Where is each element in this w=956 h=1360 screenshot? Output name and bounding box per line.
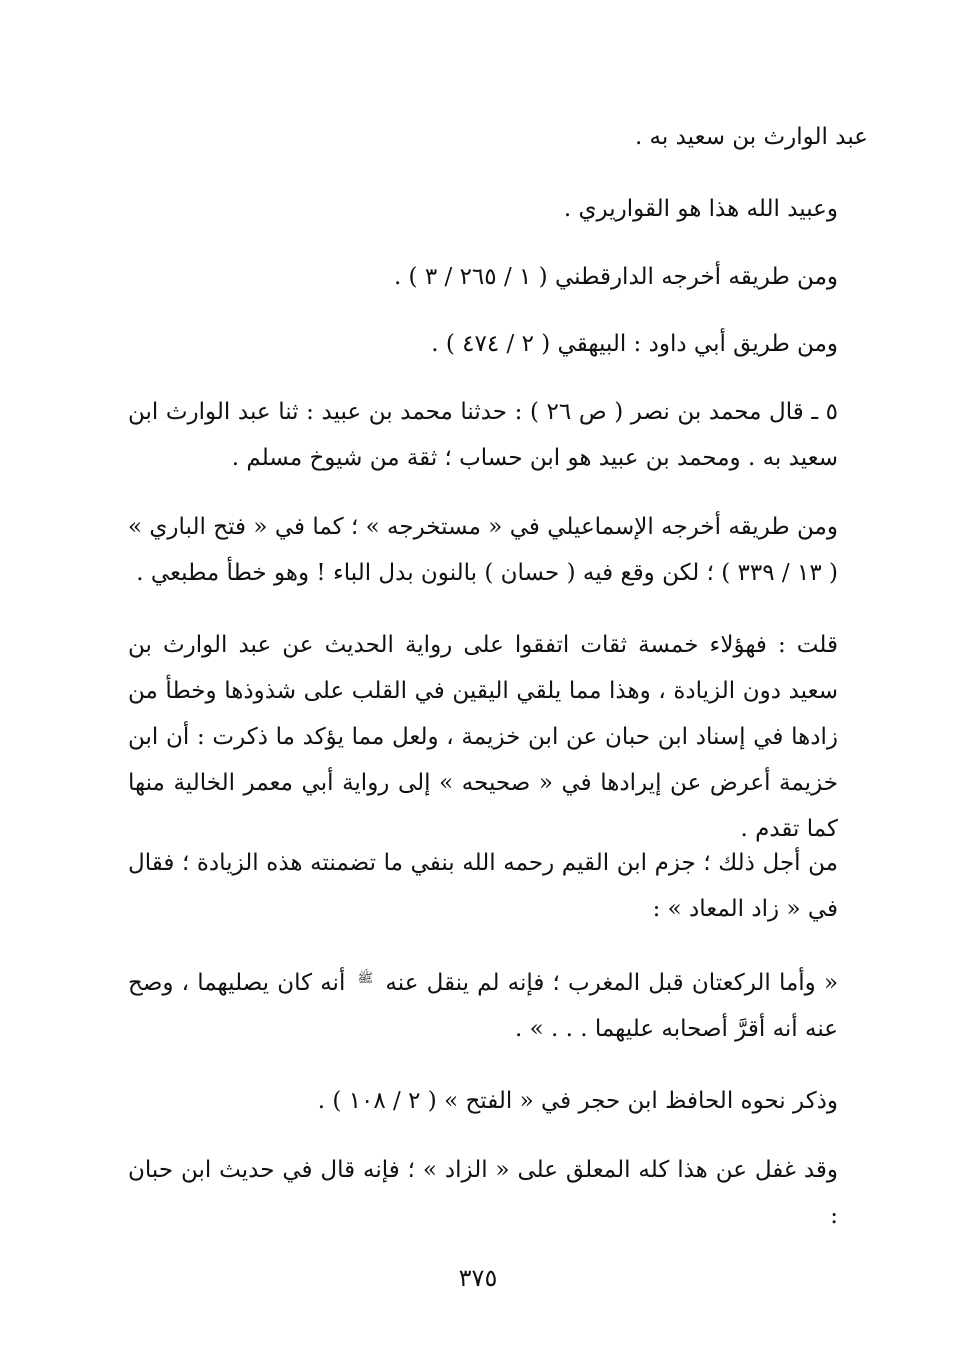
salawat-symbol: ﷺ [357,971,374,986]
paragraph: وقد غفل عن هذا كله المعلق على « الزاد » ؛ فإنه قال في حديث ابن حبان : [128,1157,838,1229]
quote-text-before: « وأما الركعتان قبل المغرب ؛ فإنه لم ينقل عنه [385,970,839,996]
paragraph: عبد الوارث بن سعيد به . [634,124,868,150]
paragraph: ومن طريقه أخرجه الإسماعيلي في « مستخرجه » ؛ كما في « فتح الباري » ( ١٣ / ٣٣٩ ) ؛ لكن وقع فيه ( حسان ) بالنون بدل الباء ! وهو خطأ مطبعي . [128,514,838,586]
paragraph: ومن طريق أبي داود : البيهقي ( ٢ / ٤٧٤ ) . [431,331,838,357]
paragraph: ٥ ـ قال محمد بن نصر ( ص ٢٦ ) : حدثنا محمد بن عبيد : ثنا عبد الوارث ابن سعيد به . ومحمد بن عبيد هو ابن حساب ؛ ثقة من شيوخ مسلم . [128,399,839,471]
quoted-paragraph [128,960,868,1052]
quote-text-after: أنه كان يصليهما ، وصح عنه أنه أقرَّ أصحابه عليهما . . . » . [128,970,838,1042]
paragraph: قلت : فهؤلاء خمسة ثقات اتفقوا على رواية الحديث عن عبد الوارث بن سعيد دون الزيادة ، وهذا مما يلقي اليقين في القلب على شذوذها وخطأ من زادها في إسناد ابن حبان عن ابن خزيمة ، ولعل مما يؤكد ما ذكرت : أن ابن خزيمة أعرض عن إيرادها في « صحيحه » إلى رواية أبي معمر الخالية منها كما تقدم . [128,632,838,842]
page-number: ٣٧٥ [458,1264,498,1292]
paragraph: وعبيد الله هذا هو القواريري . [563,196,838,222]
paragraph: من أجل ذلك ؛ جزم ابن القيم رحمه الله بنفي ما تضمنته هذه الزيادة ؛ فقال في « زاد المعاد » : [128,850,838,922]
paragraph: ومن طريقه أخرجه الدارقطني ( ١ / ٢٦٥ / ٣ ) . [393,264,838,290]
paragraph: وذكر نحوه الحافظ ابن حجر في « الفتح » ( ٢ / ١٠٨ ) . [317,1088,838,1114]
